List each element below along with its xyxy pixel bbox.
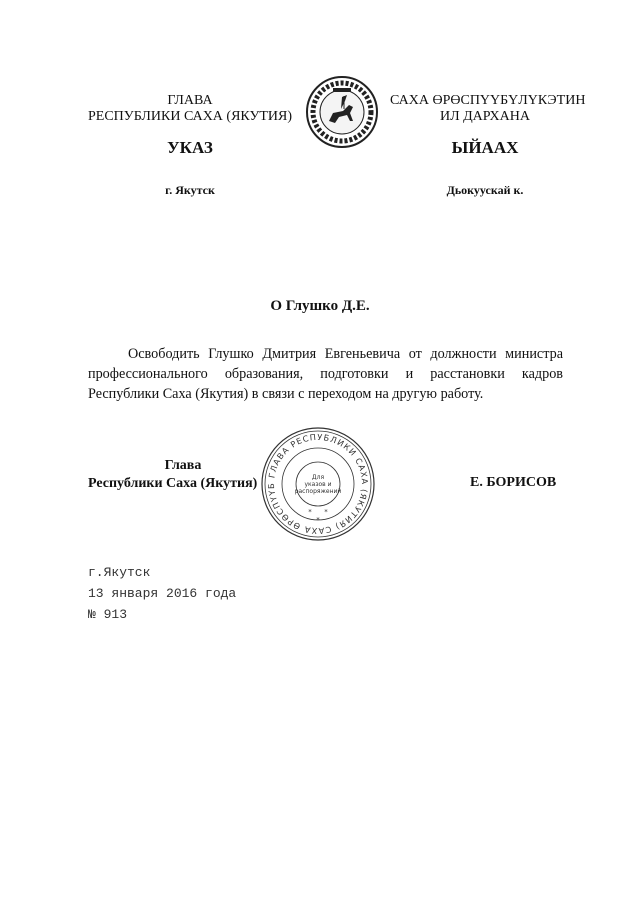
document-body xyxy=(88,344,563,404)
svg-text:*: * xyxy=(324,508,328,516)
signature-position xyxy=(88,457,278,493)
doc-type-left: УКАЗ xyxy=(167,138,213,157)
body-paragraph: Освободить Глушко Дмитрия Евгеньевича от должности министра профессионального образования, подготовки и расстановки кадров Республики Саха (Якутия) в связи с переходом на другую работу. xyxy=(88,346,563,402)
document-title: О Глушко Д.Е. xyxy=(270,298,370,314)
signature-position-line2: Республики Саха (Якутия) xyxy=(88,476,258,491)
official-seal-stamp xyxy=(260,426,376,542)
signature-position-line1: Глава xyxy=(164,458,202,473)
city-left: г. Якутск xyxy=(165,183,215,197)
svg-text:ГЛАВА РЕСПУБЛИКИ САХА (ЯКУТИЯ): ГЛАВА РЕСПУБЛИКИ САХА (ЯКУТИЯ) САХА ӨРӨСПҮҮБ xyxy=(265,431,371,537)
footer-date: 13 января 2016 года xyxy=(88,586,237,601)
header-left-line1: ГЛАВА xyxy=(167,93,213,108)
footer xyxy=(88,562,236,625)
header-right-line1: САХА ӨРӨСПҮҮБҮЛҮКЭТИН xyxy=(390,93,586,108)
signature-name: Е. БОРИСОВ xyxy=(470,475,557,490)
header-left xyxy=(88,93,292,125)
header-right xyxy=(390,93,586,125)
svg-text:распоряжений: распоряжений xyxy=(294,488,342,495)
svg-text:*: * xyxy=(308,508,312,516)
svg-text:указов и: указов и xyxy=(304,481,332,488)
svg-text:Для: Для xyxy=(311,474,325,481)
svg-text:*: * xyxy=(316,516,320,524)
header-right-line2: ИЛ ДАРХАНА xyxy=(439,109,530,124)
city-right: Дьокуускай к. xyxy=(446,183,524,197)
footer-number: № 913 xyxy=(88,607,128,622)
footer-city: г.Якутск xyxy=(88,565,151,580)
doc-type-right: ЫЙААХ xyxy=(451,138,519,157)
coat-of-arms-emblem xyxy=(305,75,379,149)
header-left-line2: РЕСПУБЛИКИ САХА (ЯКУТИЯ) xyxy=(88,109,293,124)
